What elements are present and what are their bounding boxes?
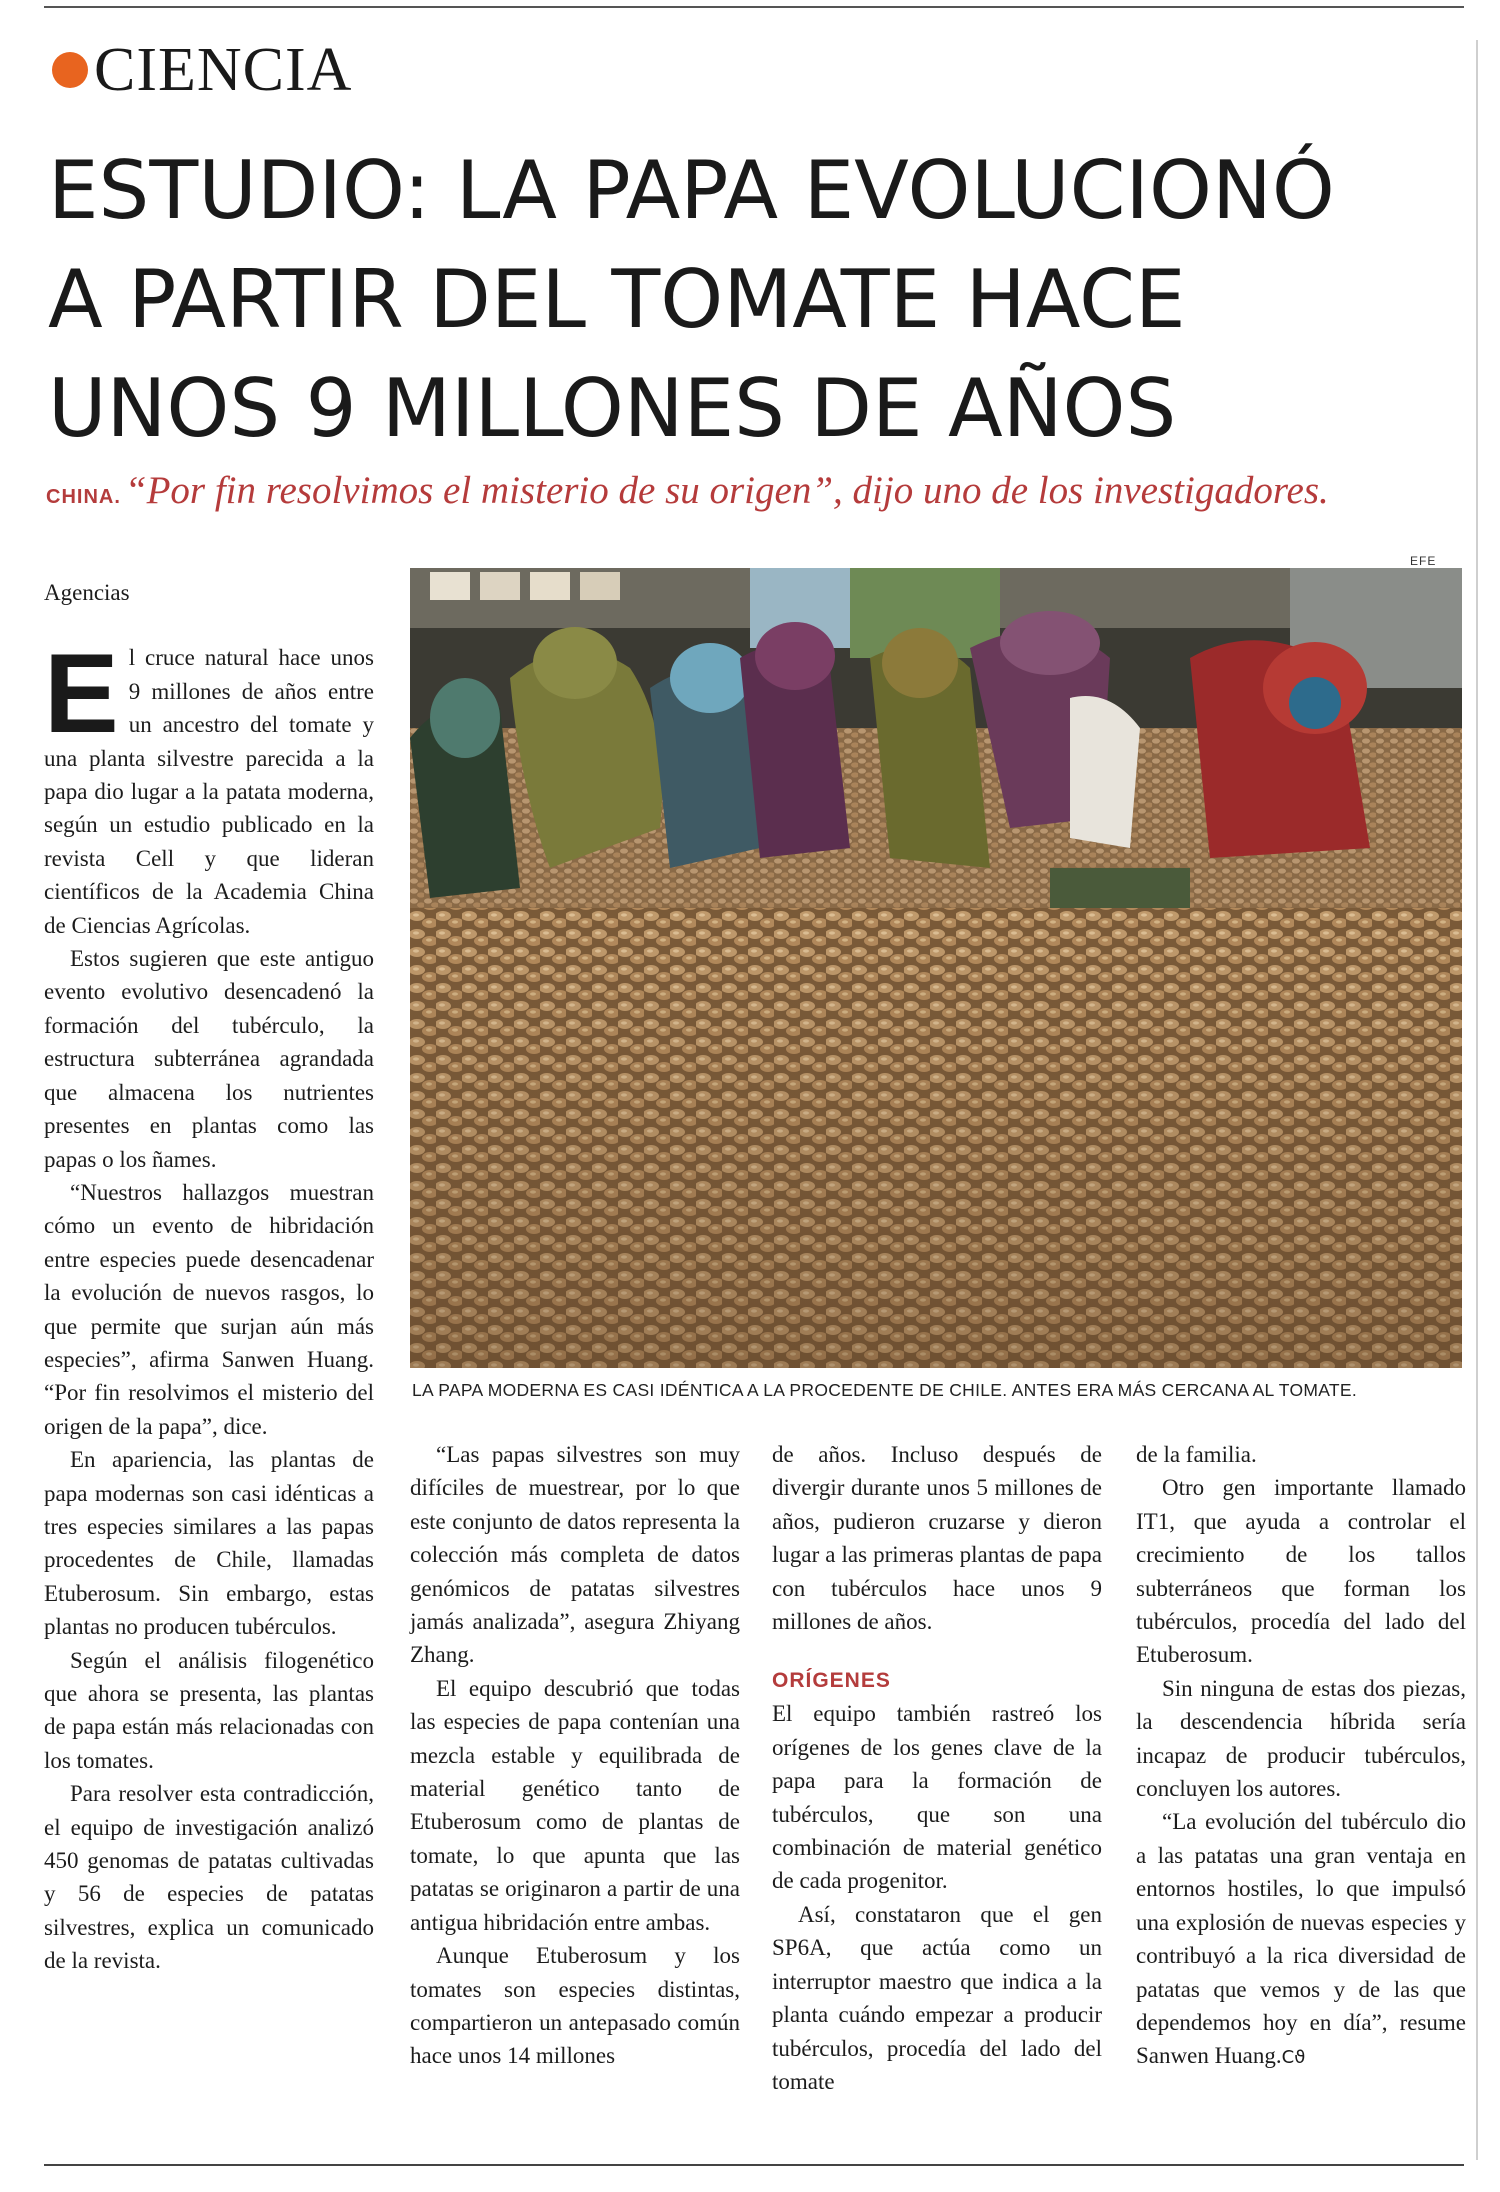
paragraph-text: l cruce natural hace unos 9 millones de años entre un ancestro del tomate y una planta silvestre parecida a la papa dio lugar a la patata moderna, según un estudio publicado en la revista Cell y que lideran científicos de la Academia China de Ciencias Agrícolas. — [44, 645, 374, 938]
article-column-3 — [772, 1438, 1102, 2098]
deck-quote: “Por fin resolvimos el misterio de su origen”, dijo uno de los investigadores. — [124, 469, 1329, 512]
right-column-rule — [1476, 40, 1478, 2160]
article-paragraph: El equipo también rastreó los orígenes de los genes clave de la papa para la formación de tubérculos, que son una combinación de material genético de cada progenitor. — [772, 1701, 1102, 1894]
article-paragraph: de la familia. — [1136, 1442, 1257, 1467]
subhead: ORÍGENES — [772, 1669, 891, 1693]
headline-line-1: ESTUDIO: LA PAPA EVOLUCIONÓ — [48, 144, 1335, 237]
article-column-2 — [410, 1438, 740, 2073]
photo-caption: LA PAPA MODERNA ES CASI IDÉNTICA A LA PROCEDENTE DE CHILE. ANTES ERA MÁS CERCANA AL TOMATE. — [412, 1380, 1358, 1400]
article-paragraph: Así, constataron que el gen SP6A, que actúa como un interruptor maestro que indica a la planta cuándo empezar a producir tubérculos, procedía del lado del tomate — [772, 1901, 1102, 2094]
drop-cap: E — [44, 631, 119, 757]
article-paragraph: Aunque Etuberosum y los tomates son especies distintas, compartieron un antepasado común hace unos 14 millones — [410, 1943, 740, 2069]
article-paragraph: Sin ninguna de estas dos piezas, la descendencia híbrida sería incapaz de producir tubérculos, concluyen los autores. — [1136, 1675, 1466, 1802]
headline — [48, 136, 1468, 463]
bottom-rule — [44, 2164, 1464, 2166]
article-paragraph: Otro gen importante llamado IT1, que ayuda a controlar el crecimiento de los tallos subterráneos que forman los tubérculos, procedía del lado del Etuberosum. — [1136, 1475, 1466, 1668]
article-paragraph: Estos sugieren que este antiguo evento evolutivo desencadenó la formación del tubérculo, la estructura subterránea agrandada que almacena los nutrientes presentes en plantas como las papas o los ñames. — [44, 946, 374, 1172]
deck-location: CHINA. — [46, 486, 121, 508]
article-paragraph: Para resolver esta contradicción, el equipo de investigación analizó 450 genomas de patatas cultivadas y 56 de especies de patatas silvestres, explica un comunicado de la revista. — [44, 1781, 374, 1974]
end-mark-icon: Ϲϑ — [1281, 2047, 1306, 2069]
paragraph-text: “La evolución del tubérculo dio a las patatas una gran ventaja en entornos hostiles, lo que impulsó una explosión de nuevas especies y contribuyó a la rica diversidad de patatas que vemos y de las que dependemos hoy en día”, resume Sanwen Huang. — [1136, 1809, 1466, 2069]
article-column-4 — [1136, 1438, 1466, 2075]
deck — [46, 468, 1466, 513]
article-paragraph: Según el análisis filogenético que ahora se presenta, las plantas de papa están más relacionadas con los tomates. — [44, 1647, 374, 1773]
article-paragraph: “Las papas silvestres son muy difíciles de muestrear, por lo que este conjunto de datos representa la colección más completa de datos genómicos de patatas silvestres jamás analizada”, asegura Zhiyang Zhang. — [410, 1442, 740, 1668]
article-paragraph: En apariencia, las plantas de papa modernas son casi idénticas a tres especies similares a las papas procedentes de Chile, llamadas Etuberosum. Sin embargo, estas plantas no producen tubérculos. — [44, 1447, 374, 1640]
photo-credit: EFE — [1410, 554, 1437, 568]
byline: Agencias — [44, 580, 130, 605]
section-name: CIENCIA — [94, 36, 353, 104]
headline-line-3: UNOS 9 MILLONES DE AÑOS — [48, 362, 1177, 455]
headline-line-2: A PARTIR DEL TOMATE HACE — [48, 253, 1186, 346]
section-label — [52, 38, 352, 102]
article-paragraph — [44, 631, 374, 942]
photo — [410, 568, 1462, 1368]
article-column-1 — [44, 576, 374, 1978]
article-paragraph: “Nuestros hallazgos muestran cómo un evento de hibridación entre especies puede desencadenar la evolución de nuevos rasgos, lo que permite que surjan aún más especies”, afirma Sanwen Huang. “Por fin resolvimos el misterio del origen de la papa”, dice. — [44, 1179, 374, 1439]
article-paragraph: El equipo descubrió que todas las especies de papa contenían una mezcla estable y equilibrada de material genético tanto de Etuberosum como de plantas de tomate, lo que apunta que las patatas se originaron a partir de una antigua hibridación entre ambas. — [410, 1675, 740, 1935]
article-paragraph — [1136, 1805, 1466, 2074]
section-bullet-icon — [52, 52, 88, 88]
top-rule — [44, 6, 1464, 8]
photo-illustration — [410, 568, 1462, 1368]
article-paragraph: de años. Incluso después de divergir durante unos 5 millones de años, pudieron cruzarse y dieron lugar a las primeras plantas de papa con tubérculos hace unos 9 millones de años. — [772, 1442, 1102, 1635]
